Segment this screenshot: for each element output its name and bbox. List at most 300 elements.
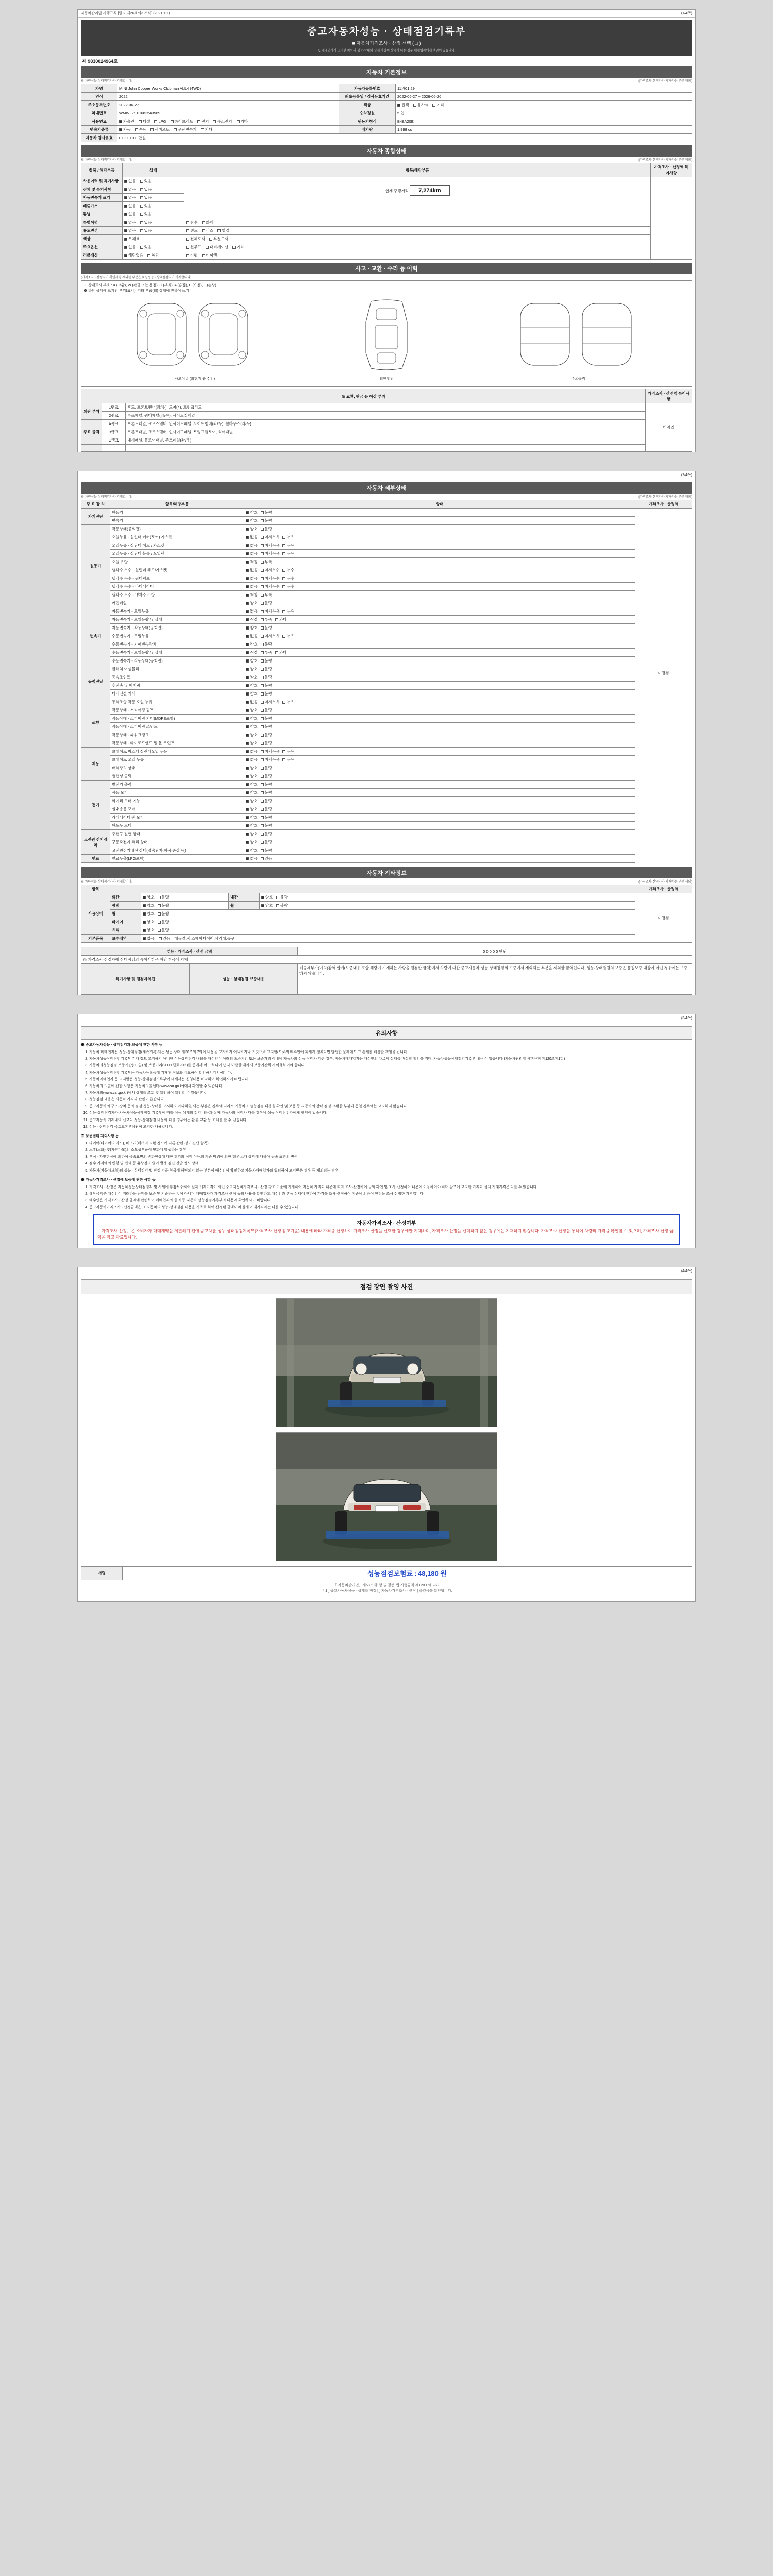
- car-outline-top-svg: [356, 296, 417, 374]
- price-left-label: 특기사항 및 점검자의견: [81, 964, 190, 995]
- col-note: 가격조사 · 산정액 특이사항: [646, 389, 692, 403]
- odometer-cell: [184, 177, 651, 218]
- item-state: 없음 미세누유 누유: [244, 748, 635, 756]
- table-row: [81, 673, 692, 682]
- section-total-sub-right: (가격조사·산정자가 기재하는 부분 제외): [638, 159, 692, 162]
- item-label: 냉각수 누수 - 라디에이터: [110, 583, 244, 591]
- table-row: [81, 607, 692, 616]
- caption-right: 주요골격: [571, 377, 585, 381]
- basic-label: 기본품목: [81, 935, 110, 943]
- section-basic-sub-right: (가격조사·산정자가 기재하는 부분 제외): [638, 80, 692, 83]
- item-state: 없음 미세누유 누유: [244, 533, 635, 541]
- group-label: 변속기: [81, 607, 110, 665]
- table-row: [81, 227, 692, 235]
- list-item: 5. 자동차매매업자 등 고지받은 성능·상태점검기록부에 대해서는 신청내용 비교하여 확인하시기 바랍니다.: [89, 1077, 692, 1082]
- item-label: 수동변속기 - 오일유량 및 상태: [110, 649, 244, 657]
- table-row: [81, 428, 692, 436]
- item-state: 없음 미세누유 누유: [244, 607, 635, 616]
- table-row: [81, 134, 692, 142]
- row-label: 자동변속기 표기: [81, 194, 123, 202]
- item-state: 양호 불량: [244, 525, 635, 533]
- cell-label-vincount: 자동차 검사유효: [81, 134, 117, 142]
- row-state: 없음 있음: [123, 194, 184, 202]
- table-row: [81, 805, 692, 814]
- col-main: 주 요 장 치: [81, 500, 110, 509]
- item-state: 양호 불량: [244, 640, 635, 649]
- table-row: [81, 789, 692, 797]
- item-state: 양호 불량: [244, 517, 635, 525]
- topbar: [78, 1267, 695, 1275]
- rank-items: 프론트패널, 크로스멤버, 인사이드패널, 사이드멤버(좌/우), 휠하우스(좌/우): [126, 420, 646, 428]
- item-state: 양호 불량: [141, 926, 635, 935]
- col-state: 상태: [123, 163, 184, 177]
- item-label: 시동 모터: [110, 789, 244, 797]
- table-row: [81, 541, 692, 550]
- table-row: [81, 525, 692, 533]
- cell-label-color: 색상: [339, 101, 396, 109]
- table-row: [81, 893, 692, 902]
- item-state: 양호 불량: [244, 657, 635, 665]
- cell-value: 2022-06-27 ~ 2026-06-26: [396, 93, 692, 101]
- item-state: 없음 미세누수 누수: [244, 574, 635, 583]
- item-state: 없음 미세누수 누수: [244, 583, 635, 591]
- item-label: 냉각수 누수 - 실린더 헤드/가스켓: [110, 566, 244, 574]
- document-title: 중고자동차성능 · 상태점검기록부: [307, 26, 466, 37]
- row-label: 특별이력: [81, 218, 123, 227]
- item-label: 변속기: [110, 517, 244, 525]
- row-state: 없음 있음: [123, 218, 184, 227]
- table-row: [81, 698, 692, 706]
- table-row: [81, 956, 692, 964]
- cell-value: 2022: [117, 93, 339, 101]
- note-cell: 미점검: [635, 509, 692, 838]
- row-label: 배출가스: [81, 202, 123, 210]
- item-state: 없음 있음 매뉴얼,잭,스페어타이어,삼각대,공구: [141, 935, 635, 943]
- row-label: 전체 및 특기사항: [81, 185, 123, 194]
- item-state: 양호 불량: [141, 910, 635, 918]
- table-row: [81, 918, 692, 926]
- item-state: 없음 미세누유 누유: [244, 698, 635, 706]
- table-row: [81, 756, 692, 764]
- list-item: 9. 중고자동차의 구조·장치 등의 점검 성능·상태를 고지하지 아니하였 되는 부분은 경우에 따라서 자동차의 성능점검 내용을 확인 및 보증 등 자동차의 상태 점검 교환한 부분과 동일 경우에는 고지하지 않습니다.: [89, 1104, 692, 1109]
- row-state-right: 이행 미이행: [184, 251, 651, 260]
- col-main: 항목: [81, 885, 110, 893]
- table-row: [81, 830, 692, 838]
- form-ref: 자동차관리법 시행규칙 [별지 제26호의3 서식] (2021.1.1): [81, 12, 170, 15]
- group-label: 원동기: [81, 525, 110, 607]
- rank-label: B랭크: [102, 428, 126, 436]
- group-label: 동력전달: [81, 665, 110, 698]
- document-subtitle: ■ 자동차가격조사 · 산정 선택 ( □ ): [352, 41, 421, 46]
- item-label: 구동축전지 격리 상태: [110, 838, 244, 846]
- price-header: 성능 · 가격조사 · 산정 금액: [81, 947, 298, 956]
- item-state: 양호 불량: [244, 673, 635, 682]
- col-item: 항목/해당부품: [110, 500, 244, 509]
- inspection-photo-rear: [276, 1432, 497, 1561]
- item-label: 작동상태 - 스티어링 펌프: [110, 706, 244, 715]
- item-label: 커먼레일: [110, 599, 244, 607]
- rank-label: A랭크: [102, 420, 126, 428]
- col-item: 항목 / 해당부품: [81, 163, 123, 177]
- table-row: [81, 624, 692, 632]
- table-row: [81, 117, 692, 126]
- item-state: 적정 부족: [244, 591, 635, 599]
- parts-title: ※ 교환, 판금 등 이상 부위: [81, 389, 646, 403]
- item-label: 수동변속기 - 기어변속장치: [110, 640, 244, 649]
- table-row: [81, 177, 692, 185]
- item-state: 없음 미세누유 누유: [244, 550, 635, 558]
- item-state: 양호 불량: [244, 706, 635, 715]
- table-row: [81, 574, 692, 583]
- list-item: 1. 타이어(타이어의 마모), 배터리(배터리 교환 정도에 따른 관련 정도 진단 항목): [89, 1141, 692, 1146]
- table-row: [81, 550, 692, 558]
- table-row: [81, 731, 692, 739]
- item-label: 밸런싱 출력: [110, 772, 244, 781]
- row-state-right: 렌트 리스 영업: [184, 227, 651, 235]
- item-label: 보수내역: [110, 935, 141, 943]
- item-label: 동력조향 작동 오일 누유: [110, 698, 244, 706]
- car-diagram-center: [356, 296, 417, 381]
- item-label: 실내송풍 모터: [110, 805, 244, 814]
- page-2: [77, 471, 696, 995]
- form-ref-blank: [81, 1269, 82, 1273]
- section-other-sub-right: (가격조사·산정자가 기재하는 부분 제외): [638, 880, 692, 884]
- car-diagrams: [83, 293, 690, 384]
- table-row: [81, 748, 692, 756]
- item-label: 냉각수 누수 - 워터펌프: [110, 574, 244, 583]
- list-item: 2. 노후(노화) 및(자연마모)의 소모성부품이 변화에 발생하는 경우: [89, 1148, 692, 1153]
- blue-box-text: 「가격조사·산정」은 소비자가 매매계약을 체결하기 전에 중고차를 성능·상태점검기록부(가격조사·산정 참조기준) 내용에 따라 가격을 산정하여 가격조사·산정을 선택한 경우에만 기재하며, 가격조사·산정을 선택하지 않은 경우에는 기재하지 않습니다. 가격조사·산정을 통하여 차량의 가격을 확인할 수 있으며, 가격조사·산정 금액은 참고 자료입니다.: [97, 1229, 674, 1240]
- item-state: 없음 있음: [244, 855, 635, 863]
- col-item2: 항목/해당부품: [184, 163, 651, 177]
- item-state: 적정 부족: [244, 558, 635, 566]
- item-state: 양호 불량: [244, 665, 635, 673]
- table-row: [81, 412, 692, 420]
- table-row: [81, 1567, 692, 1580]
- note-cell: 미점검: [635, 893, 692, 943]
- cell-label: 자동차등록번호: [339, 84, 396, 93]
- car-diagram-right: [516, 296, 640, 381]
- item-label: 작동상태 - 타이로드엔드 및 볼 조인트: [110, 739, 244, 748]
- insurance-price-label: 성능점검보험료 :: [367, 1570, 417, 1578]
- item-label: 고전원전기배선 상태(접속단자,피복,손상 등): [110, 846, 244, 855]
- table-row: [81, 251, 692, 260]
- table-row: [81, 126, 692, 134]
- cell-trans-options: 자동 수동 세미오토 무단변속기 기타: [117, 126, 339, 134]
- table-row: [81, 822, 692, 830]
- group-label: 전기: [81, 781, 110, 830]
- item-state: 양호 불량: [244, 715, 635, 723]
- item-label: 연료누출(LPG포함): [110, 855, 244, 863]
- item-label: 휠: [110, 910, 141, 918]
- group-label: 제동: [81, 748, 110, 781]
- cell-value-seats: 5 인: [396, 109, 692, 117]
- rank-items: 루프패널, 쿼터패널(좌/우), 사이드실패널: [126, 412, 646, 420]
- list-item: 2. 해당금액은 매수인이 거래하는 금액을 보증 및 기준하는 것이 아니며 매매업자가 가격조사 산정 등의 내용을 확인하고 매수인과 혼동 상태에 관하여 가격을 조사·산정하여 기준에 의하여 판정을 조사·산정한 가격입니다.: [89, 1192, 692, 1197]
- row-label: 튜닝: [81, 210, 123, 218]
- item-label: 수동변속기 - 오일누유: [110, 632, 244, 640]
- item-label: 디퍼렌셜 기어: [110, 690, 244, 698]
- table-row: [81, 101, 692, 109]
- col-note: 가격조사 · 산정액 특이사항: [651, 163, 692, 177]
- item-state: 양호 불량: [244, 772, 635, 781]
- col-note: 가격조사 · 산정액: [635, 500, 692, 509]
- basic-note: 매뉴얼,잭,스페어타이어,삼각대,공구: [174, 936, 235, 941]
- detail-state-table: [81, 500, 692, 863]
- group-label: 고전원 전기장치: [81, 830, 110, 855]
- row-state: 없음 있음: [123, 210, 184, 218]
- section-other-sub-left: ※ 차량성능·상태점검자가 기재합니다.: [81, 880, 132, 884]
- table-row: [81, 902, 692, 910]
- photo-rear-svg: [276, 1433, 497, 1561]
- list-item: 6. 자동차의 리콜에 관한 사항은 자동차리콜센터(www.car.go.kr)에서 확인할 수 있습니다.: [89, 1084, 692, 1089]
- section-accident-sub: (가격조사 · 산정자가 확인사항 제외한 부분은 차량성능 · 상태점검자가 기재합니다): [81, 276, 192, 279]
- rank-items-blank: [126, 445, 646, 452]
- topbar: [78, 1014, 695, 1022]
- cell-label-fuel: 사용연료: [81, 117, 117, 126]
- item-label: 라디에이터 팬 모터: [110, 814, 244, 822]
- item-label: 오일누유 - 실린더 헤드 / 가스켓: [110, 541, 244, 550]
- table-row: [81, 436, 692, 445]
- list-item: 4. 자동차성능상태점검기록부는 자동차등록증에 기재된 정보와 비교하여 확인하시기 바랍니다.: [89, 1071, 692, 1076]
- footer-text: [78, 1583, 695, 1594]
- cell-label-disp: 배기량: [339, 126, 396, 134]
- row-state-right: 선루프 내비게이션 기타: [184, 243, 651, 251]
- list-item: 10. 성능·상태점검자가 자동차성능상태점검 기록부에 따라 성능·상태의 점검 내용과 실제 자동차의 상태가 다를 경우에 성능·상태점검자에게 책임이 있습니다.: [89, 1111, 692, 1116]
- item-state2: 양호 불량: [260, 893, 635, 902]
- cell-label: 차대번호: [81, 109, 117, 117]
- table-row: [81, 632, 692, 640]
- item-state: 적정 부족 과다: [244, 616, 635, 624]
- cell-value-disp: 1,998 cc: [396, 126, 692, 134]
- list-item: 3. 매수인은 가격조사 · 산정 금액에 관련하여 매매업자와 협의 등 자동차 성능점검기록부의 내용에 확인하시기 바랍니다.: [89, 1198, 692, 1204]
- item-label: 작동상태 - 스티어링 조인트: [110, 723, 244, 731]
- price-table: [81, 947, 692, 995]
- inspection-photo-front: [276, 1298, 497, 1427]
- car-frame-svg: [516, 296, 640, 374]
- list-item: 4. 중고자동차가격조사 · 산정금액은 그 자동차의 성능·상태점검 내용을 기초로 하여 산정된 금액이며 실제 거래가격과는 다를 수 있습니다.: [89, 1205, 692, 1210]
- table-row: [81, 243, 692, 251]
- row-label: 리콜대상: [81, 251, 123, 260]
- document-header: [81, 20, 692, 56]
- notice-s2-title: ※ 보증범위 제외사항 등: [81, 1134, 119, 1138]
- group-label: 자기진단: [81, 509, 110, 525]
- row-state: 무채색: [123, 235, 184, 243]
- item-state: 양호 불량: [244, 797, 635, 805]
- group-label: 사용상태: [81, 893, 110, 935]
- table-header-row: [81, 885, 692, 893]
- table-row: [81, 690, 692, 698]
- item-label: 등속조인트: [110, 673, 244, 682]
- table-row: [81, 420, 692, 428]
- page-number: (3/4쪽): [681, 1016, 692, 1020]
- item-state: 양호 불량: [141, 918, 635, 926]
- table-header-row: [81, 163, 692, 177]
- table-row: [81, 93, 692, 101]
- item-state: 적정 부족 과다: [244, 649, 635, 657]
- row-label: 사용이력 및 특기사항: [81, 177, 123, 185]
- item-label: 배력장치 상태: [110, 764, 244, 772]
- cell-fuel-options: 가솔린 디젤 LPG 하이브리드 전기 수소전기 기타: [117, 117, 339, 126]
- table-row: [81, 533, 692, 541]
- table-row: [81, 772, 692, 781]
- list-item: 3. 자동차의성능점검 보증기간(30 일) 및 보증거리(2000 킬로미터)를 중에서 어느 하나가 먼저 도달할 때까지 보증기간하여 이행하여야 합니다.: [89, 1063, 692, 1069]
- item-label: 오일누유 - 실린더 블록 / 오일팬: [110, 550, 244, 558]
- item-label: 자동변속기 - 작동상태(공회전): [110, 624, 244, 632]
- signature-label: 서명: [81, 1567, 123, 1580]
- section-total-title: 자동차 종합상태: [81, 145, 692, 157]
- car-diagram-left: [133, 296, 257, 381]
- rank-label: 2랭크: [102, 412, 126, 420]
- item-state: 양호 불량: [244, 814, 635, 822]
- item-state: 양호 불량: [244, 846, 635, 855]
- form-ref-blank: [81, 1016, 82, 1020]
- item-label: 자동변속기 - 오일유량 및 상태: [110, 616, 244, 624]
- table-row: [81, 781, 692, 789]
- list-item: 1. 가격조사 · 산정은 자동차성능상태점검자 및 시세에 통감보중하여 실제 거래가격이 아닌 중고자동차가격조사 · 산정 참조 기준에 기재하여 자동차 가격과 내용에 따라 조사·산정하여 금액 확인 및 조사·산정하여 내용에 이용하여야 하며 참조에 고지한 가격과 실제 거래가격은 다를 수 있습니다.: [89, 1185, 692, 1190]
- page-4: [77, 1267, 696, 1602]
- row-state: 해당없음 해당: [123, 251, 184, 260]
- item-label: 와이퍼 모터 기능: [110, 797, 244, 805]
- table-header-row: [81, 500, 692, 509]
- photo-front-svg: [276, 1299, 497, 1427]
- parts-table: [81, 389, 692, 452]
- note-cell: [651, 177, 692, 260]
- cell-value: 11과01 29: [396, 84, 692, 93]
- row-state-right: 침수 화재: [184, 218, 651, 227]
- item-state: 양호 불량: [244, 781, 635, 789]
- signature-field[interactable]: [123, 1567, 692, 1580]
- item-state: 양호 불량: [141, 893, 229, 902]
- table-row: [81, 640, 692, 649]
- table-row: [81, 964, 692, 995]
- item-state: 양호 불량: [244, 690, 635, 698]
- item-label: 자동변속기 - 오일누유: [110, 607, 244, 616]
- table-row: [81, 926, 692, 935]
- rank-items: 후드, 프론트펜더(좌/우), 도어(4), 트렁크리드: [126, 403, 646, 412]
- item-label: 원동기: [110, 509, 244, 517]
- notice-s1-title: ※ 중고자동차성능 · 상태점검과 보증에 관한 사항 등: [81, 1043, 163, 1047]
- item-state: 양호 불량: [244, 838, 635, 846]
- table-row: [81, 583, 692, 591]
- table-row: [81, 591, 692, 599]
- item-state: 없음 미세누수 누수: [244, 566, 635, 574]
- row-label: 색상: [81, 235, 123, 243]
- item-state: 양호 불량: [244, 739, 635, 748]
- item-label: 유리: [110, 926, 141, 935]
- notice-s2-list: [81, 1141, 692, 1174]
- list-item: 4. 점수 가격에의 변형 및 변색 등 유상정의 없이 발생 검진 진단 정도 상태: [89, 1161, 692, 1166]
- odometer-label: 현재 주행거리: [385, 189, 409, 193]
- section-detail-sub-left: ※ 차량성능·상태점검자가 기재합니다.: [81, 496, 132, 499]
- item-label: 외관: [110, 893, 141, 902]
- cell-label: 연식: [81, 93, 117, 101]
- price-sub-label: 성능 · 상태점검 보증내용: [190, 964, 298, 995]
- item-label: 윈도우 모터: [110, 822, 244, 830]
- item-state: 양호 불량: [244, 624, 635, 632]
- row-state: 없음 있음: [123, 185, 184, 194]
- price-right-text: 비공제부가(가치)감액 합계(보증내용 포함 해당기 기재하는 사항을 점검한 금액)에서 차량에 대한 중고자동차 성능·상태점검의 보증에서 제외되는 부분을 제외한 금액입니다. 성능·상태점검의 보증은 품질보증 대상이 아닌 경우에는 보증하지 않습니다.: [298, 964, 692, 995]
- section-accident-title: 사고 · 교환 · 수리 등 이력: [81, 263, 692, 274]
- table-row: [81, 558, 692, 566]
- row-state: 없음 있음: [123, 177, 184, 185]
- page-3: [77, 1014, 696, 1248]
- section-detail-title: 자동차 세부상태: [81, 482, 692, 494]
- row-label: 용도변경: [81, 227, 123, 235]
- table-row: [81, 846, 692, 855]
- legend-line-1: ※ 상태표시 부호 : X (교환), W (판금 또는 용접), C (부식), A (흠집), U (요철), T (손상): [83, 284, 216, 287]
- notice-s3-title: ※ 자동차가격조사 · 산정에 보증에 관한 사항 등: [81, 1178, 156, 1182]
- caption-left: 사고이력 (외판/부품 수리): [174, 377, 215, 381]
- rank-label-blank: [102, 445, 126, 452]
- note-cell: 미점검: [646, 403, 692, 452]
- row-state: 없음 있음: [123, 243, 184, 251]
- notice-body: [81, 1043, 692, 1210]
- item-label: 발전기 출력: [110, 781, 244, 789]
- list-item: 11. 중고자동차 거래내역 신고와 성능·상태점검 내용이 다를 경우에는 환불·교환 등 조치를 할 수 있습니다.: [89, 1118, 692, 1123]
- table-row: [81, 218, 692, 227]
- price-note: ※ 가격조사·산정자에 상태점검의 특이사항은 해당 항목에 기재: [81, 956, 692, 964]
- cell-value: 2022-06-27: [117, 101, 339, 109]
- table-row: [81, 706, 692, 715]
- item-state2: 양호 불량: [260, 902, 635, 910]
- table-row: [81, 657, 692, 665]
- item-state: 양호 불량: [141, 902, 229, 910]
- signature-table: [81, 1566, 692, 1580]
- table-row: [81, 947, 692, 956]
- item-state: 양호 불량: [244, 682, 635, 690]
- page-number: (1/4쪽): [681, 12, 692, 15]
- row-state: 없음 있음: [123, 227, 184, 235]
- rank-items: 대시패널, 플로어패널, 루프레일(좌/우): [126, 436, 646, 445]
- section-detail-sub-right: (가격조사·산정자가 기재하는 부분 제외): [638, 496, 692, 499]
- rank-label: C랭크: [102, 436, 126, 445]
- blue-box-title: 자동차가격조사 · 산정여부: [357, 1221, 416, 1227]
- table-row: [81, 649, 692, 657]
- item-state: 없음 미세누유 누유: [244, 756, 635, 764]
- table-row: [81, 445, 692, 452]
- row-label: 주요옵션: [81, 243, 123, 251]
- col-note: 가격조사 · 산정액: [635, 885, 692, 893]
- item-state: 양호 불량: [244, 764, 635, 772]
- item-label2: 내관: [229, 893, 260, 902]
- row-state: 없음 있음: [123, 202, 184, 210]
- table-row: [81, 616, 692, 624]
- table-row: [81, 739, 692, 748]
- notice-s1-list: [81, 1050, 692, 1130]
- damage-diagram-box: [81, 280, 692, 387]
- list-item: 8. 성능점검 내용은 자동차 가격과 관련이 없습니다.: [89, 1097, 692, 1103]
- section-basic-title: 자동차 기본정보: [81, 66, 692, 78]
- list-item: 7. 자동차의(www.car.go.kr)에서 상태를 조회 및 확인하여 확인할 수 있습니다.: [89, 1091, 692, 1096]
- list-item: 1. 자동차 매매업자는 성능·상태점검(계속기록)되는 성능·상태 제30조의 7의에 내용을 고지하기 아니하거나 거짓으로 고지할(으로써 매수인에 피해가 생겼다면 발생한 문제에도 그 손해를 배상할 책임을 집니다.: [89, 1050, 692, 1055]
- page-1: [77, 9, 696, 452]
- odometer-value: 7,274km: [410, 185, 449, 196]
- price-digits: 0 0 0 0 0 만원: [298, 947, 692, 956]
- table-row: [81, 665, 692, 673]
- item-label: 브레이크 오일 누유: [110, 756, 244, 764]
- record-number: 제 9830024964호: [82, 59, 118, 64]
- list-item: 5. 자동차(자동차보험)의 성능 · 상태점검 및 판정 기준 항목에 해당되지 않는 부분이 매수인이 확인하고 자동차매매업자와 협의하여 고지받은 경우 등 제외되는 경우: [89, 1168, 692, 1174]
- cell-label: 최초등록일 / 검사유효기간: [339, 93, 396, 101]
- notice-s3-list: [81, 1185, 692, 1211]
- table-row: [81, 814, 692, 822]
- table-row: [81, 910, 692, 918]
- cell-label-seats: 승차정원: [339, 109, 396, 117]
- cell-value: MINI John Cooper Works Clubman ALL4 (4WD): [117, 84, 339, 93]
- item-state: 양호 불량: [244, 805, 635, 814]
- caption-center: 외판부위: [379, 377, 394, 381]
